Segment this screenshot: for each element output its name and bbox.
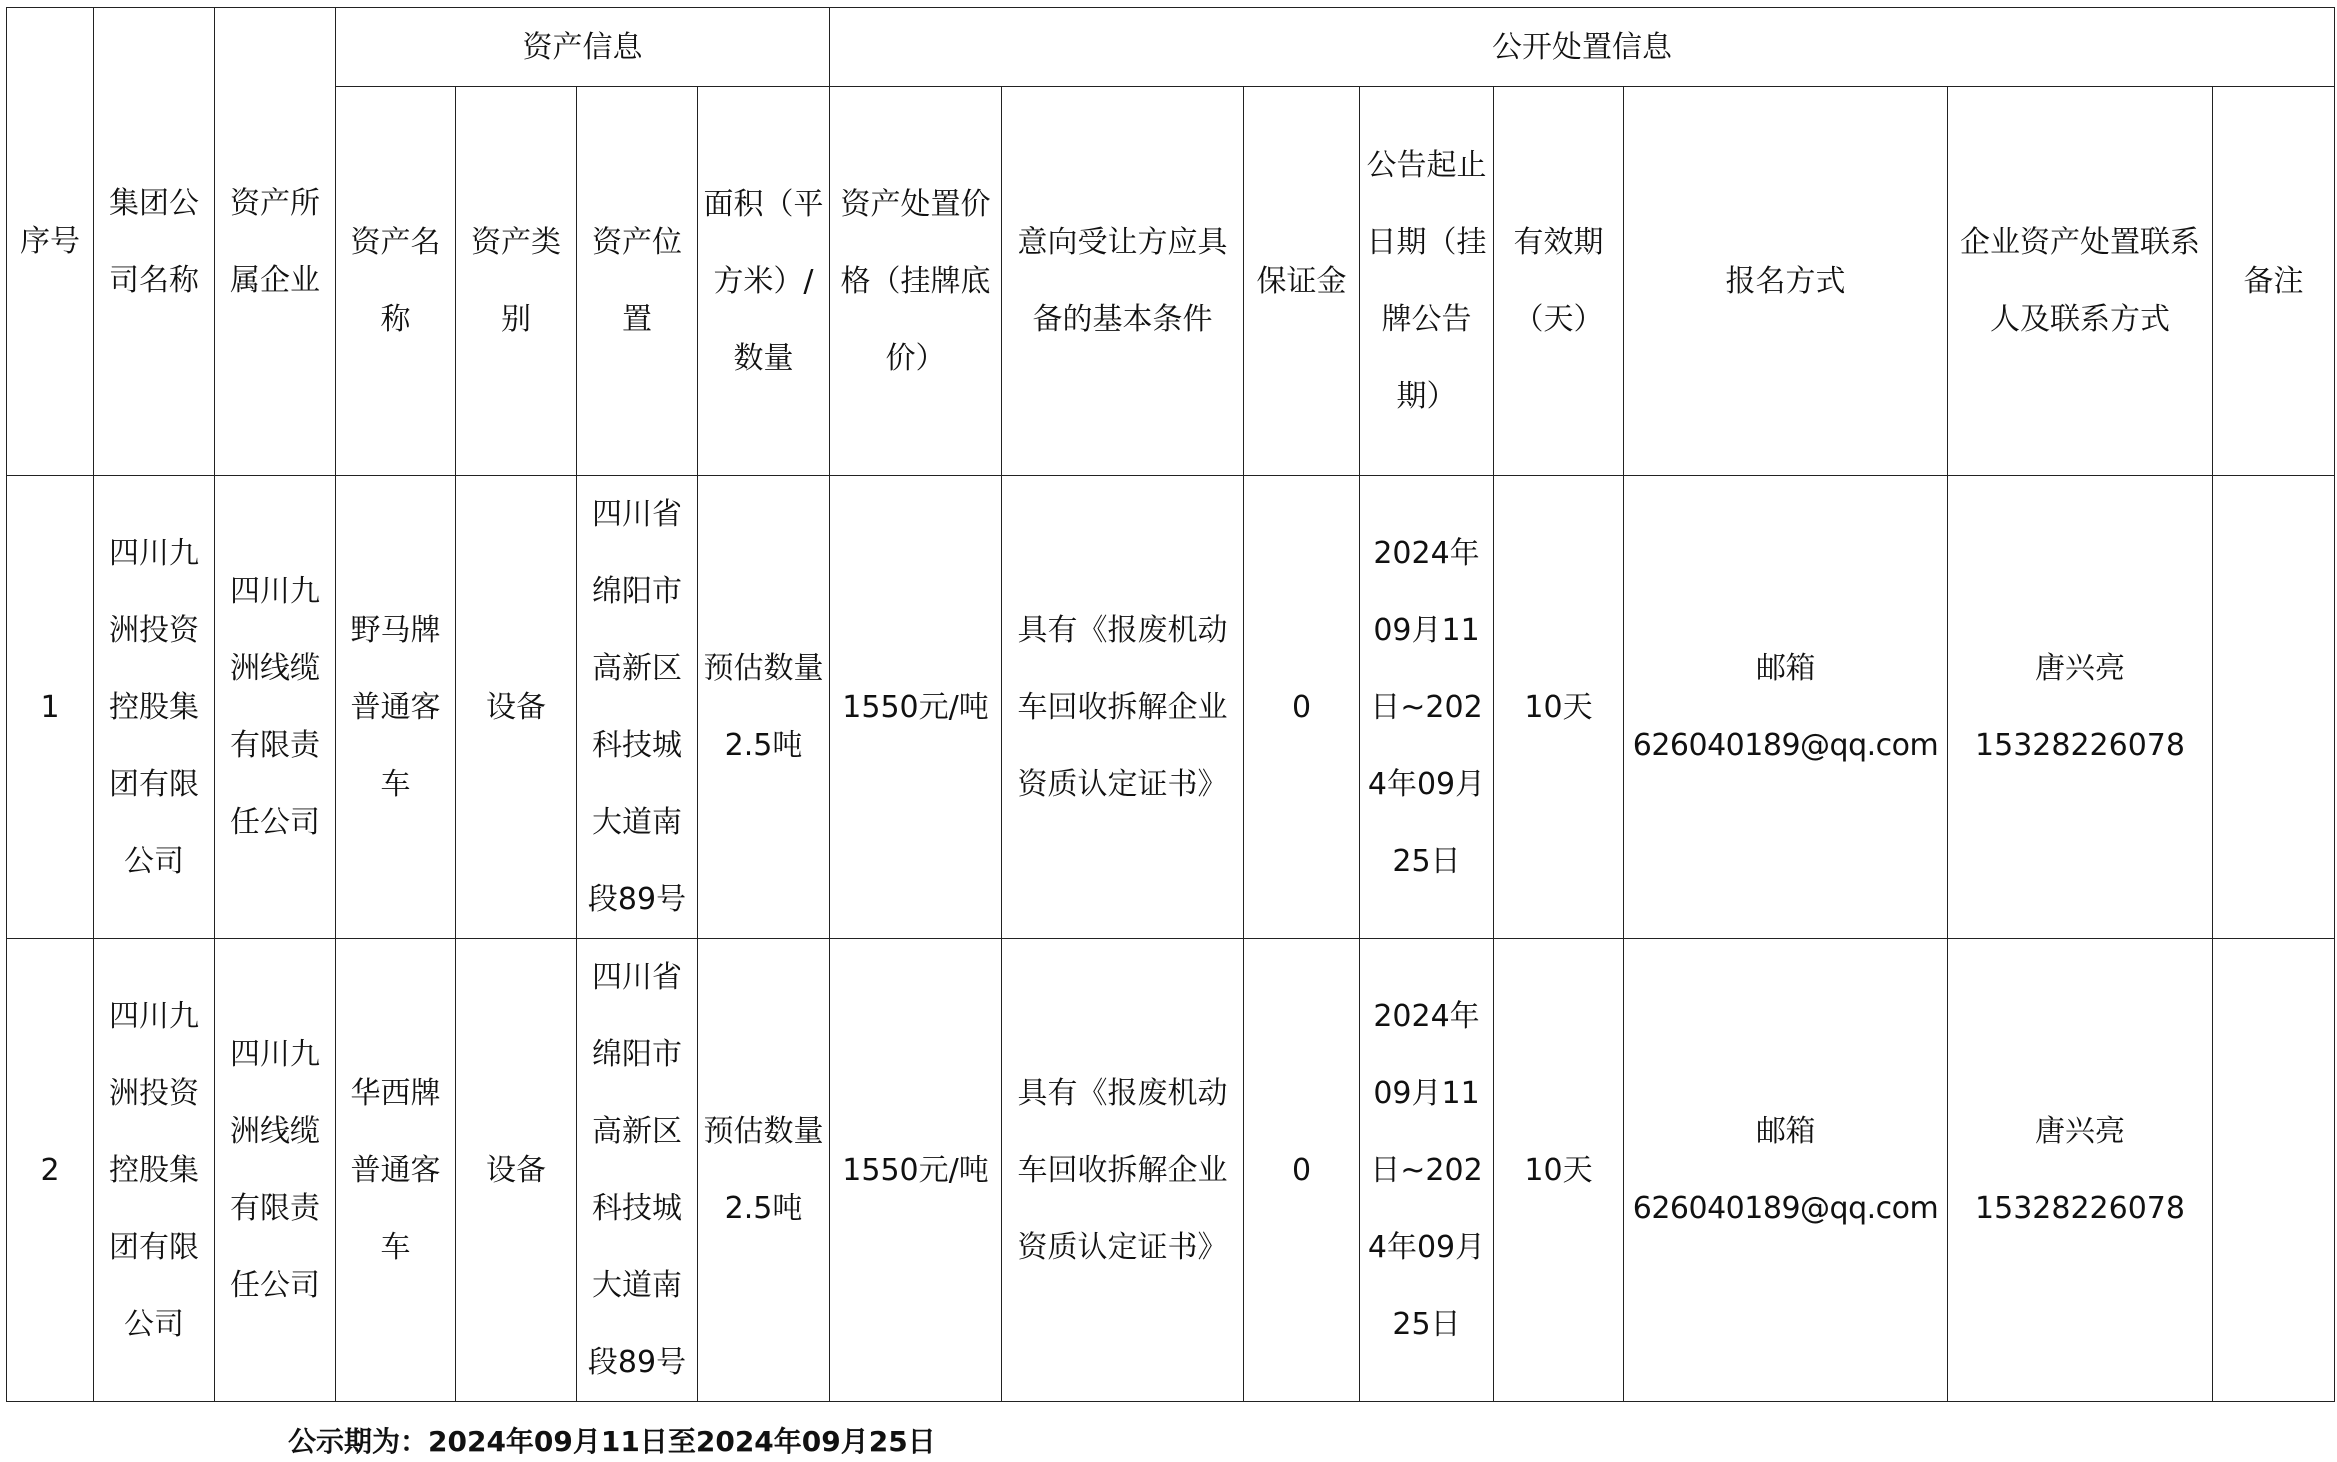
cell-asset-location: 四川省绵阳市高新区科技城大道南段89号 <box>577 476 698 939</box>
header-row <box>7 87 2335 476</box>
cell-conditions: 具有《报废机动车回收拆解企业资质认定证书》 <box>1002 939 1244 1402</box>
contact-phone: 15328226078 <box>1975 728 2185 763</box>
registration-email: 626040189@qq.com <box>1632 1191 1939 1226</box>
header-price: 资产处置价格（挂牌底价） <box>830 87 1002 476</box>
registration-email: 626040189@qq.com <box>1632 728 1939 763</box>
cell-deposit: 0 <box>1244 939 1360 1402</box>
cell-contact <box>1948 476 2213 939</box>
header-group-disposal-info: 公开处置信息 <box>830 8 2335 87</box>
cell-group-company: 四川九洲投资控股集团有限公司 <box>94 476 215 939</box>
cell-seq: 1 <box>7 476 94 939</box>
cell-owner-company: 四川九洲线缆有限责任公司 <box>215 939 336 1402</box>
asset-disposal-table <box>6 7 2335 1402</box>
notice-period-footer: 公示期为：2024年09月11日至2024年09月25日 <box>288 1425 936 1458</box>
cell-asset-name: 野马牌普通客车 <box>336 476 456 939</box>
cell-group-company: 四川九洲投资控股集团有限公司 <box>94 939 215 1402</box>
header-area-quantity: 面积（平方米）/数量 <box>698 87 830 476</box>
header-validity: 有效期（天） <box>1494 87 1624 476</box>
cell-validity: 10天 <box>1494 939 1624 1402</box>
header-group-company: 集团公司名称 <box>94 8 215 476</box>
cell-deposit: 0 <box>1244 476 1360 939</box>
header-group-asset-info: 资产信息 <box>336 8 830 87</box>
cell-validity: 10天 <box>1494 476 1624 939</box>
table-row <box>7 476 2335 939</box>
cell-asset-name: 华西牌普通客车 <box>336 939 456 1402</box>
cell-contact <box>1948 939 2213 1402</box>
cell-registration <box>1624 939 1948 1402</box>
cell-remarks <box>2213 476 2335 939</box>
cell-conditions: 具有《报废机动车回收拆解企业资质认定证书》 <box>1002 476 1244 939</box>
header-asset-type: 资产类别 <box>456 87 577 476</box>
contact-name: 唐兴亮 <box>2035 651 2125 686</box>
header-group-row <box>7 8 2335 87</box>
cell-asset-location: 四川省绵阳市高新区科技城大道南段89号 <box>577 939 698 1402</box>
cell-registration <box>1624 476 1948 939</box>
header-asset-name: 资产名称 <box>336 87 456 476</box>
cell-owner-company: 四川九洲线缆有限责任公司 <box>215 476 336 939</box>
cell-area-quantity: 预估数量2.5吨 <box>698 476 830 939</box>
header-registration: 报名方式 <box>1624 87 1948 476</box>
header-notice-period: 公告起止日期（挂牌公告期） <box>1360 87 1494 476</box>
contact-name: 唐兴亮 <box>2035 1114 2125 1149</box>
header-owner-company: 资产所属企业 <box>215 8 336 476</box>
cell-price: 1550元/吨 <box>830 939 1002 1402</box>
cell-seq: 2 <box>7 939 94 1402</box>
contact-phone: 15328226078 <box>1975 1191 2185 1226</box>
header-deposit: 保证金 <box>1244 87 1360 476</box>
header-asset-location: 资产位置 <box>577 87 698 476</box>
header-seq: 序号 <box>7 8 94 476</box>
table-row <box>7 939 2335 1402</box>
header-remarks: 备注 <box>2213 87 2335 476</box>
registration-label: 邮箱 <box>1756 651 1815 686</box>
cell-notice-period: 2024年09月11日~2024年09月25日 <box>1360 939 1494 1402</box>
cell-asset-type: 设备 <box>456 939 577 1402</box>
cell-notice-period: 2024年09月11日~2024年09月25日 <box>1360 476 1494 939</box>
registration-label: 邮箱 <box>1756 1114 1815 1149</box>
cell-price: 1550元/吨 <box>830 476 1002 939</box>
cell-asset-type: 设备 <box>456 476 577 939</box>
header-contact: 企业资产处置联系人及联系方式 <box>1948 87 2213 476</box>
header-conditions: 意向受让方应具备的基本条件 <box>1002 87 1244 476</box>
cell-area-quantity: 预估数量2.5吨 <box>698 939 830 1402</box>
cell-remarks <box>2213 939 2335 1402</box>
